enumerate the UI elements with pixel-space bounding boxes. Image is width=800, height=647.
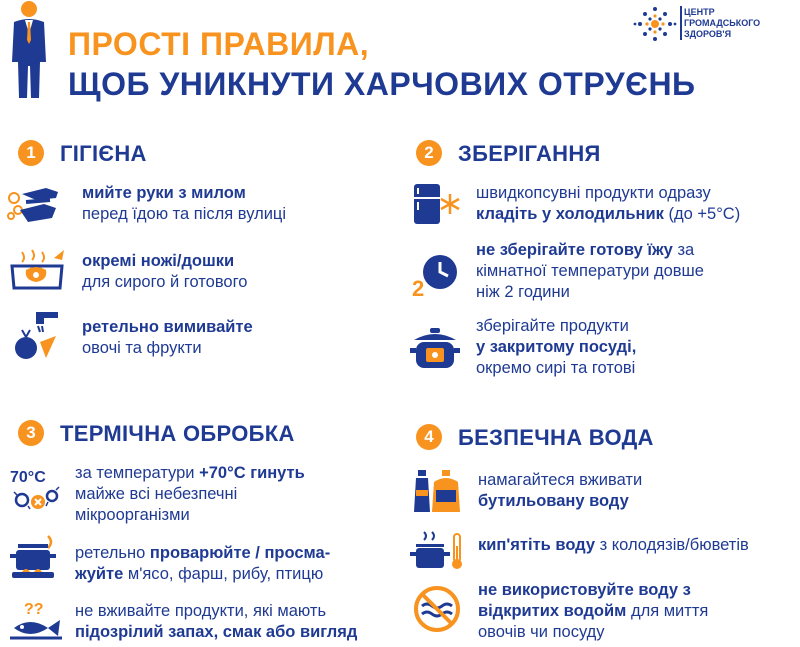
- cutting-board-icon: [8, 248, 66, 294]
- clock-number: 2: [412, 276, 425, 300]
- pot-lid-icon: [408, 326, 462, 372]
- doctor-figure-icon: [2, 0, 52, 100]
- svg-text:??: ??: [24, 601, 44, 618]
- fridge-icon: [410, 180, 460, 228]
- section-3-number: 3: [18, 420, 44, 446]
- storage-item-1: швидкопсувні продукти одразу кладіть у холодильник (до +5°С): [476, 184, 741, 223]
- hand-wash-icon: [6, 180, 60, 228]
- storage-item-3: зберігайте продукти у закритому посуді, окремо сирі та готові: [476, 317, 637, 377]
- section-2-title: ЗБЕРІГАННЯ: [458, 141, 601, 166]
- section-4-number: 4: [416, 424, 442, 450]
- hygiene-item-1: мийте руки з милом перед їдою та після вулиці: [82, 184, 287, 223]
- logo-text: ЦЕНТР ГРОМАДСЬКОГО ЗДОРОВ'Я: [684, 7, 761, 39]
- section-2-number: 2: [416, 140, 442, 166]
- germs-icon: [8, 464, 62, 514]
- clock-icon: [410, 250, 460, 300]
- water-item-1: намагайтеся вживати бутильовану воду: [478, 471, 643, 510]
- suspicious-fish-icon: [8, 598, 64, 642]
- thermal-item-3: не вживайте продукти, які мають підозрілий запах, смак або вигляд: [75, 602, 358, 641]
- water-bottles-icon: [410, 468, 464, 514]
- temperature-label: 70°С: [10, 469, 46, 486]
- section-4-title: БЕЗПЕЧНА ВОДА: [458, 425, 654, 450]
- cooking-pot-icon: [8, 532, 64, 584]
- water-item-3: не використовуйте воду з відкритих водойм для миття овочів чи посуду: [478, 581, 709, 641]
- faucet-vegetables-icon: [10, 308, 62, 364]
- hygiene-item-2: окремі ножі/дошки для сирого й готового: [82, 252, 248, 291]
- title-line-2: ЩОБ УНИКНУТИ ХАРЧОВИХ ОТРУЄНЬ: [68, 66, 696, 102]
- title-line-1: ПРОСТІ ПРАВИЛА,: [68, 26, 370, 62]
- thermal-item-2: ретельно проварюйте / просма- жуйте м'ясо, фарш, рибу, птицю: [75, 544, 331, 583]
- hygiene-item-3: ретельно вимивайте овочі та фрукти: [82, 318, 253, 357]
- boiling-water-icon: [410, 528, 464, 572]
- section-1-title: ГІГІЄНА: [60, 141, 147, 166]
- no-swimming-water-icon: [412, 584, 462, 634]
- storage-item-2: не зберігайте готову їжу за кімнатної температури довше ніж 2 години: [476, 241, 704, 301]
- section-3-title: ТЕРМІЧНА ОБРОБКА: [60, 421, 295, 446]
- logo: [632, 4, 782, 44]
- water-item-2: кип'ятіть воду з колодязів/бюветів: [478, 536, 749, 554]
- section-1-number: 1: [18, 140, 44, 166]
- logo-icon: [632, 4, 678, 44]
- logo-divider: [680, 6, 682, 40]
- thermal-item-1: за температури +70°С гинуть майже всі небезпечні мікроорганізми: [75, 464, 305, 524]
